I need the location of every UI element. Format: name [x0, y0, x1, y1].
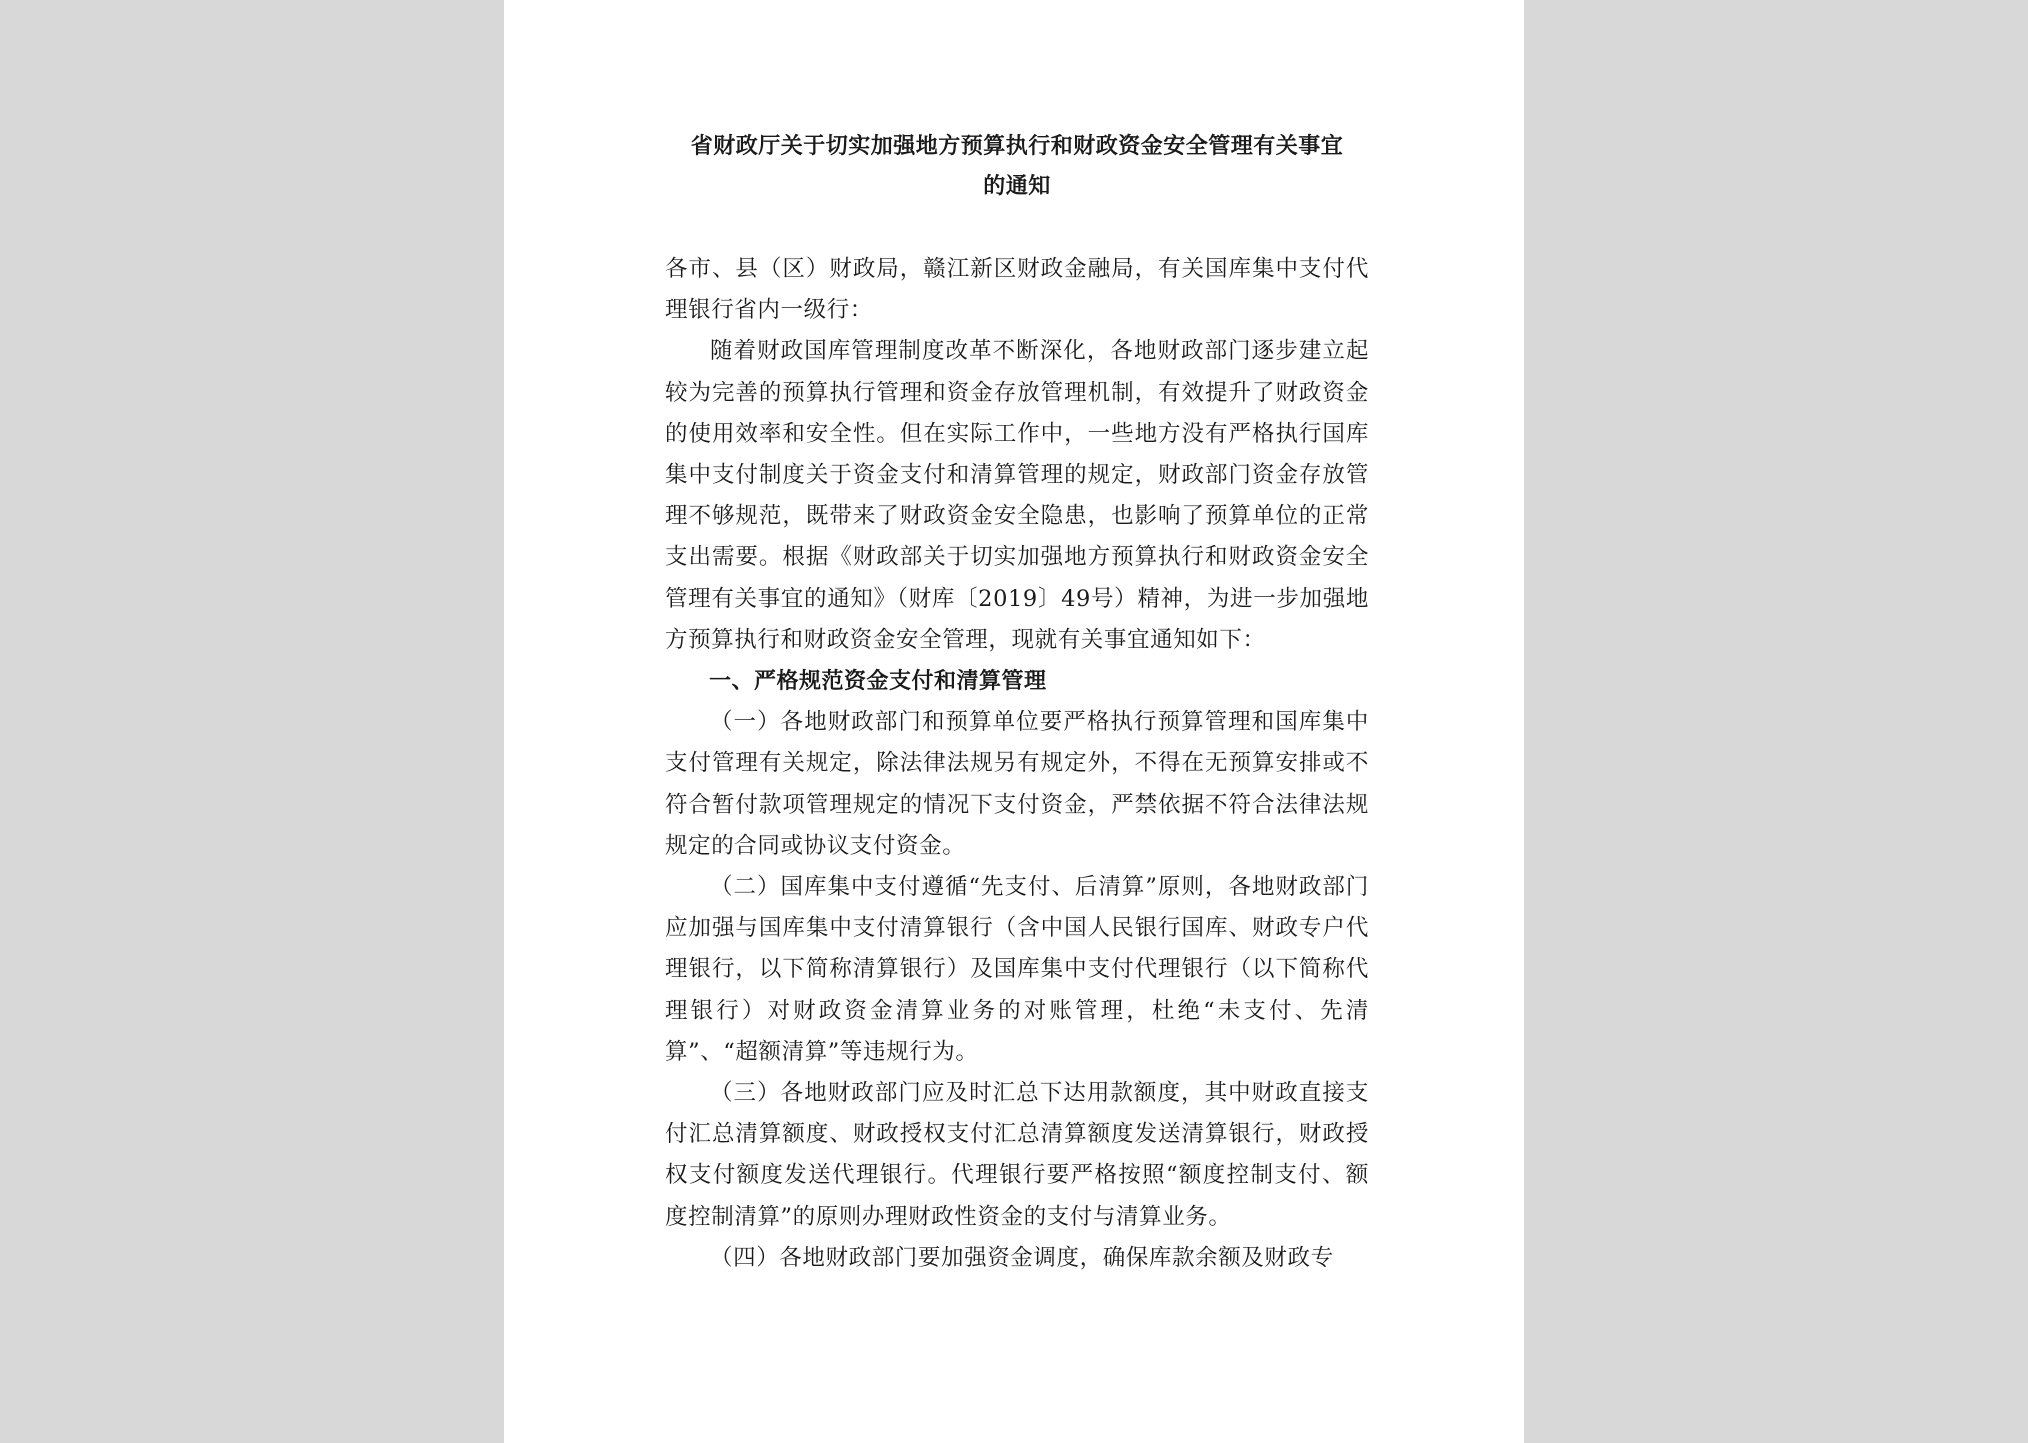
item-4-paragraph: （四）各地财政部门要加强资金调度，确保库款余额及财政专: [710, 1244, 1334, 1271]
section-1-heading: 一、严格规范资金支付和清算管理: [709, 669, 1047, 695]
document-page: [504, 0, 1524, 1443]
item-1-paragraph: （一）各地财政部门和预算单位要严格执行预算管理和国库集中支付管理有关规定，除法律法规另有规定外，不得在无预算安排或不符合暂付款项管理规定的情况下支付资金，严禁依据不符合法律法规规定的合同或协议支付资金。: [665, 709, 1369, 859]
document-body: [665, 127, 1369, 1279]
document-title: [665, 127, 1369, 207]
title-line-2: 的通知: [983, 174, 1051, 199]
item-2-paragraph: （二）国库集中支付遵循“先支付、后清算”原则，各地财政部门应加强与国库集中支付清算银行（含中国人民银行国库、财政专户代理银行，以下简称清算银行）及国库集中支付代理银行（以下简称代理银行）对财政资金清算业务的对账管理，杜绝“未支付、先清算”、“超额清算”等违规行为。: [665, 874, 1369, 1065]
intro-paragraph: 随着财政国库管理制度改革不断深化，各地财政部门逐步建立起较为完善的预算执行管理和资金存放管理机制，有效提升了财政资金的使用效率和安全性。但在实际工作中，一些地方没有严格执行国库集中支付制度关于资金支付和清算管理的规定，财政部门资金存放管理不够规范，既带来了财政资金安全隐患，也影响了预算单位的正常支出需要。根据《财政部关于切实加强地方预算执行和财政资金安全管理有关事宜的通知》（财库〔2019〕49号）精神，为进一步加强地方预算执行和财政资金安全管理，现就有关事宜通知如下：: [665, 338, 1369, 653]
item-3-paragraph: （三）各地财政部门应及时汇总下达用款额度，其中财政直接支付汇总清算额度、财政授权支付汇总清算额度发送清算银行，财政授权支付额度发送代理银行。代理银行要严格按照“额度控制支付、额度控制清算”的原则办理财政性资金的支付与清算业务。: [665, 1080, 1369, 1230]
salutation: 各市、县（区）财政局，赣江新区财政金融局，有关国库集中支付代理银行省内一级行：: [665, 256, 1369, 324]
title-line-1: 省财政厅关于切实加强地方预算执行和财政资金安全管理有关事宜: [690, 134, 1344, 159]
